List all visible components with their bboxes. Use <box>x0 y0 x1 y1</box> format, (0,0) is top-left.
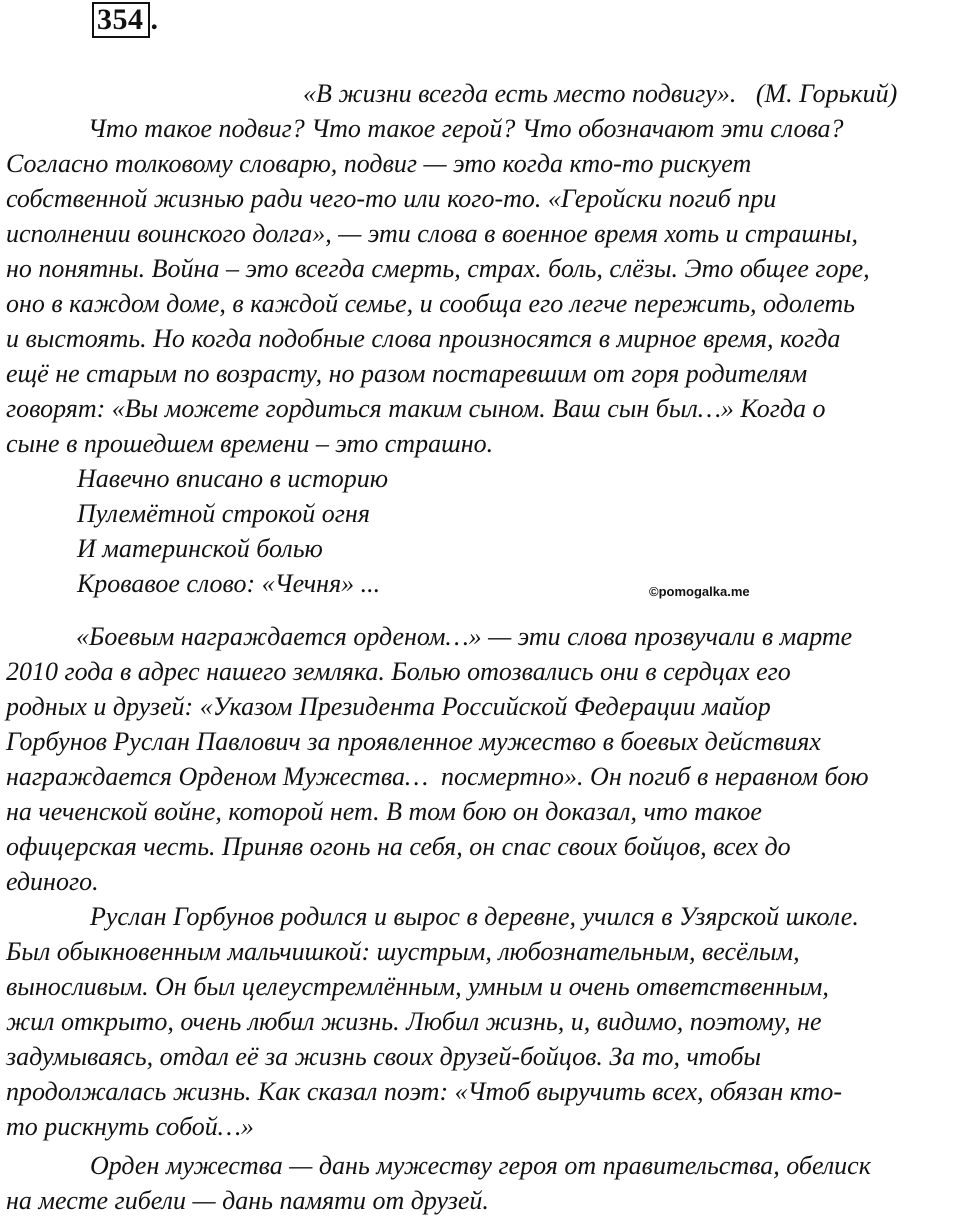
paragraph3-line: жил открыто, очень любил жизнь. Любил жизнь, и, видимо, поэтому, не <box>6 1007 822 1036</box>
paragraph1-line: сыне в прошедшем времени – это страшно. <box>6 429 494 458</box>
paragraph1-line: Что такое подвиг? Что такое герой? Что обозначают эти слова? <box>88 114 844 143</box>
paragraph3-line: то рискнуть собой…» <box>6 1112 254 1141</box>
watermark: ©pomogalka.me <box>649 584 750 599</box>
epigraph: «В жизни всегда есть место подвигу». (М. Горький) <box>303 79 898 108</box>
exercise-number-dot: . <box>150 3 159 36</box>
paragraph2-line: единого. <box>6 867 99 896</box>
paragraph4-line: Орден мужества — дань мужеству героя от правительства, обелиск <box>90 1151 871 1180</box>
paragraph4-line: на месте гибели — дань памяти от друзей. <box>6 1186 489 1215</box>
paragraph1-line: и выстоять. Но когда подобные слова произносятся в мирное время, когда <box>6 324 841 353</box>
exercise-number-box: 354 <box>92 2 150 38</box>
poem-line: Навечно вписано в историю <box>77 464 389 493</box>
paragraph1-line: говорят: «Вы можете гордиться таким сыном. Ваш сын был…» Когда о <box>6 394 826 423</box>
paragraph1-line: исполнении воинского долга», — эти слова в военное время хоть и страшны, <box>6 219 858 248</box>
paragraph2-line: 2010 года в адрес нашего земляка. Болью отозвались они в сердцах его <box>6 657 791 686</box>
paragraph2-line: на чеченской войне, которой нет. В том бою он доказал, что такое <box>6 797 762 826</box>
paragraph3-line: продолжалась жизнь. Как сказал поэт: «Чтоб выручить всех, обязан кто- <box>6 1077 842 1106</box>
paragraph2-line: офицерская честь. Приняв огонь на себя, он спас своих бойцов, всех до <box>6 832 791 861</box>
poem-line: Кровавое слово: «Чечня» ... <box>77 569 381 598</box>
paragraph1-line: ещё не старым по возрасту, но разом постаревшим от горя родителям <box>6 359 808 388</box>
poem-line: И материнской болью <box>77 534 323 563</box>
paragraph1-line: но понятны. Война – это всегда смерть, страх. боль, слёзы. Это общее горе, <box>6 254 870 283</box>
paragraph2-line: награждается Орденом Мужества… посмертно». Он погиб в неравном бою <box>6 762 869 791</box>
paragraph2-line: Горбунов Руслан Павлович за проявленное мужество в боевых действиях <box>6 727 821 756</box>
paragraph2-line: родных и друзей: «Указом Президента Российской Федерации майор <box>6 692 771 721</box>
paragraph2-line: «Боевым награждается орденом…» — эти слова прозвучали в марте <box>76 622 853 651</box>
exercise-number <box>92 2 159 38</box>
paragraph1-line: оно в каждом доме, в каждой семье, и сообща его легче пережить, одолеть <box>6 289 855 318</box>
paragraph3-line: выносливым. Он был целеустремлённым, умным и очень ответственным, <box>6 972 829 1001</box>
paragraph1-line: собственной жизнью ради чего-то или кого-то. «Геройски погиб при <box>6 184 777 213</box>
paragraph1-line: Согласно толковому словарю, подвиг — это когда кто-то рискует <box>6 149 752 178</box>
paragraph3-line: задумываясь, отдал её за жизнь своих друзей-бойцов. За то, чтобы <box>6 1042 762 1071</box>
poem-line: Пулемётной строкой огня <box>77 499 370 528</box>
paragraph3-line: Был обыкновенным мальчишкой: шустрым, любознательным, весёлым, <box>6 937 800 966</box>
paragraph3-line: Руслан Горбунов родился и вырос в деревне, учился в Узярской школе. <box>90 902 859 931</box>
